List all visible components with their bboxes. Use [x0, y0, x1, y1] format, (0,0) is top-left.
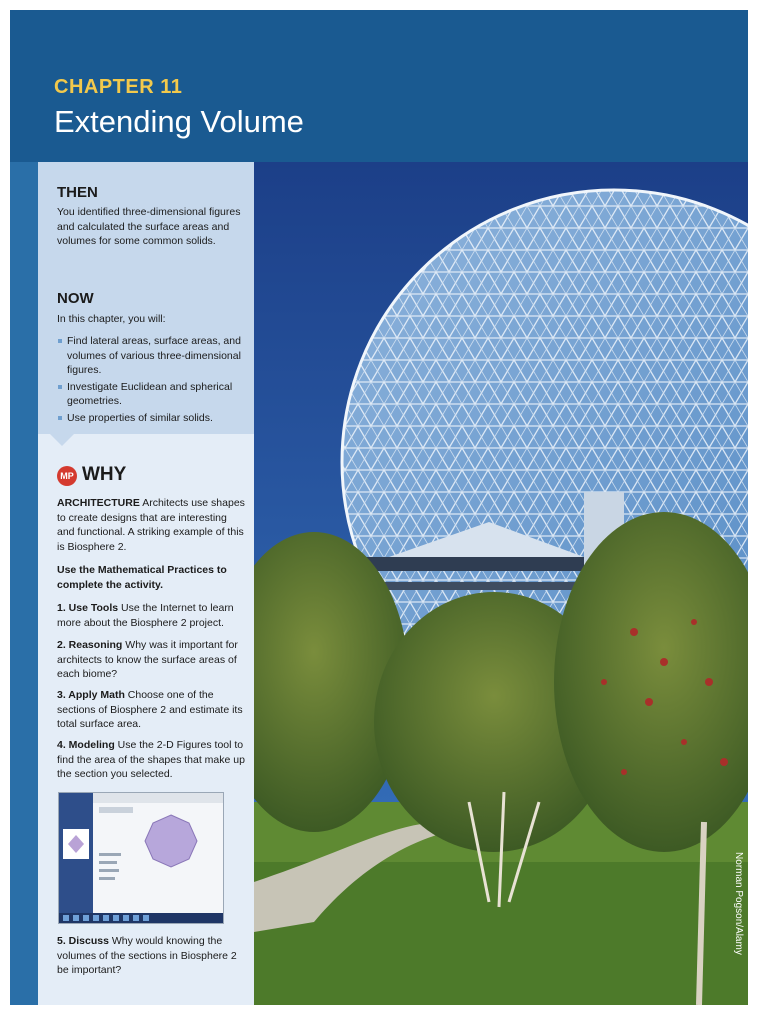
activity-item-text: Why was it important for architects to know the surface areas of each biome?: [57, 639, 238, 681]
architecture-topic: ARCHITECTURE: [57, 497, 140, 509]
activity-item-text: Choose one of the sections of Biosphere 2 and estimate its total surface area.: [57, 689, 243, 731]
activity-item-label: 4. Modeling: [57, 739, 115, 751]
chapter-number: CHAPTER 11: [54, 76, 183, 98]
now-bullet: Use properties of similar solids.: [57, 411, 247, 426]
mathematical-practices-badge-icon: MP: [57, 466, 77, 486]
chapter-sidebar: [38, 162, 254, 1005]
now-bullet: Investigate Euclidean and spherical geometries.: [57, 380, 247, 409]
then-now-panel: [38, 162, 254, 434]
tool-screenshot-illustration: [59, 793, 223, 923]
activity-item: [57, 934, 247, 978]
chapter-header: [10, 10, 748, 162]
left-margin-strip: [10, 162, 38, 1005]
activity-item-label: 5. Discuss: [57, 935, 109, 947]
activity-item: [57, 738, 247, 782]
now-bullet-list: [57, 334, 247, 428]
activity-item-text: Use the 2-D Figures tool to find the area of the shapes that make up the section you selected.: [57, 739, 245, 781]
activity-item: [57, 601, 247, 630]
architecture-paragraph: [57, 496, 247, 554]
now-bullet: Find lateral areas, surface areas, and volumes of various three-dimensional figures.: [57, 334, 247, 378]
activity-item-text: Why would knowing the volumes of the sections in Biosphere 2 be important?: [57, 935, 237, 977]
now-intro: In this chapter, you will:: [57, 313, 166, 325]
architecture-text: Architects use shapes to create designs that are interesting and functional. A striking example of this is Biosphere 2.: [57, 497, 245, 553]
practices-heading: Use the Mathematical Practices to complete the activity.: [57, 564, 227, 591]
then-heading: THEN: [57, 184, 98, 201]
textbook-page: [10, 10, 748, 1005]
activity-item: [57, 688, 247, 732]
activity-item-label: 3. Apply Math: [57, 689, 125, 701]
activity-item-text: Use the Internet to learn more about the Biosphere 2 project.: [57, 602, 234, 629]
dome-illustration: [254, 162, 748, 1005]
now-heading: NOW: [57, 290, 94, 307]
two-d-figures-tool-screenshot: [58, 792, 224, 924]
activity-item-label: 1. Use Tools: [57, 602, 119, 614]
photo-credit: Norman Pogson/Alamy: [733, 852, 744, 955]
why-heading: WHY: [82, 464, 127, 485]
activity-item: [57, 638, 247, 682]
dome-photo: [254, 162, 748, 1005]
activity-item-label: 2. Reasoning: [57, 639, 123, 651]
panel-notch: [50, 434, 74, 446]
chapter-title: Extending Volume: [54, 104, 304, 139]
then-text: You identified three-dimensional figures and calculated the surface areas and volumes for some common solids.: [57, 206, 241, 248]
